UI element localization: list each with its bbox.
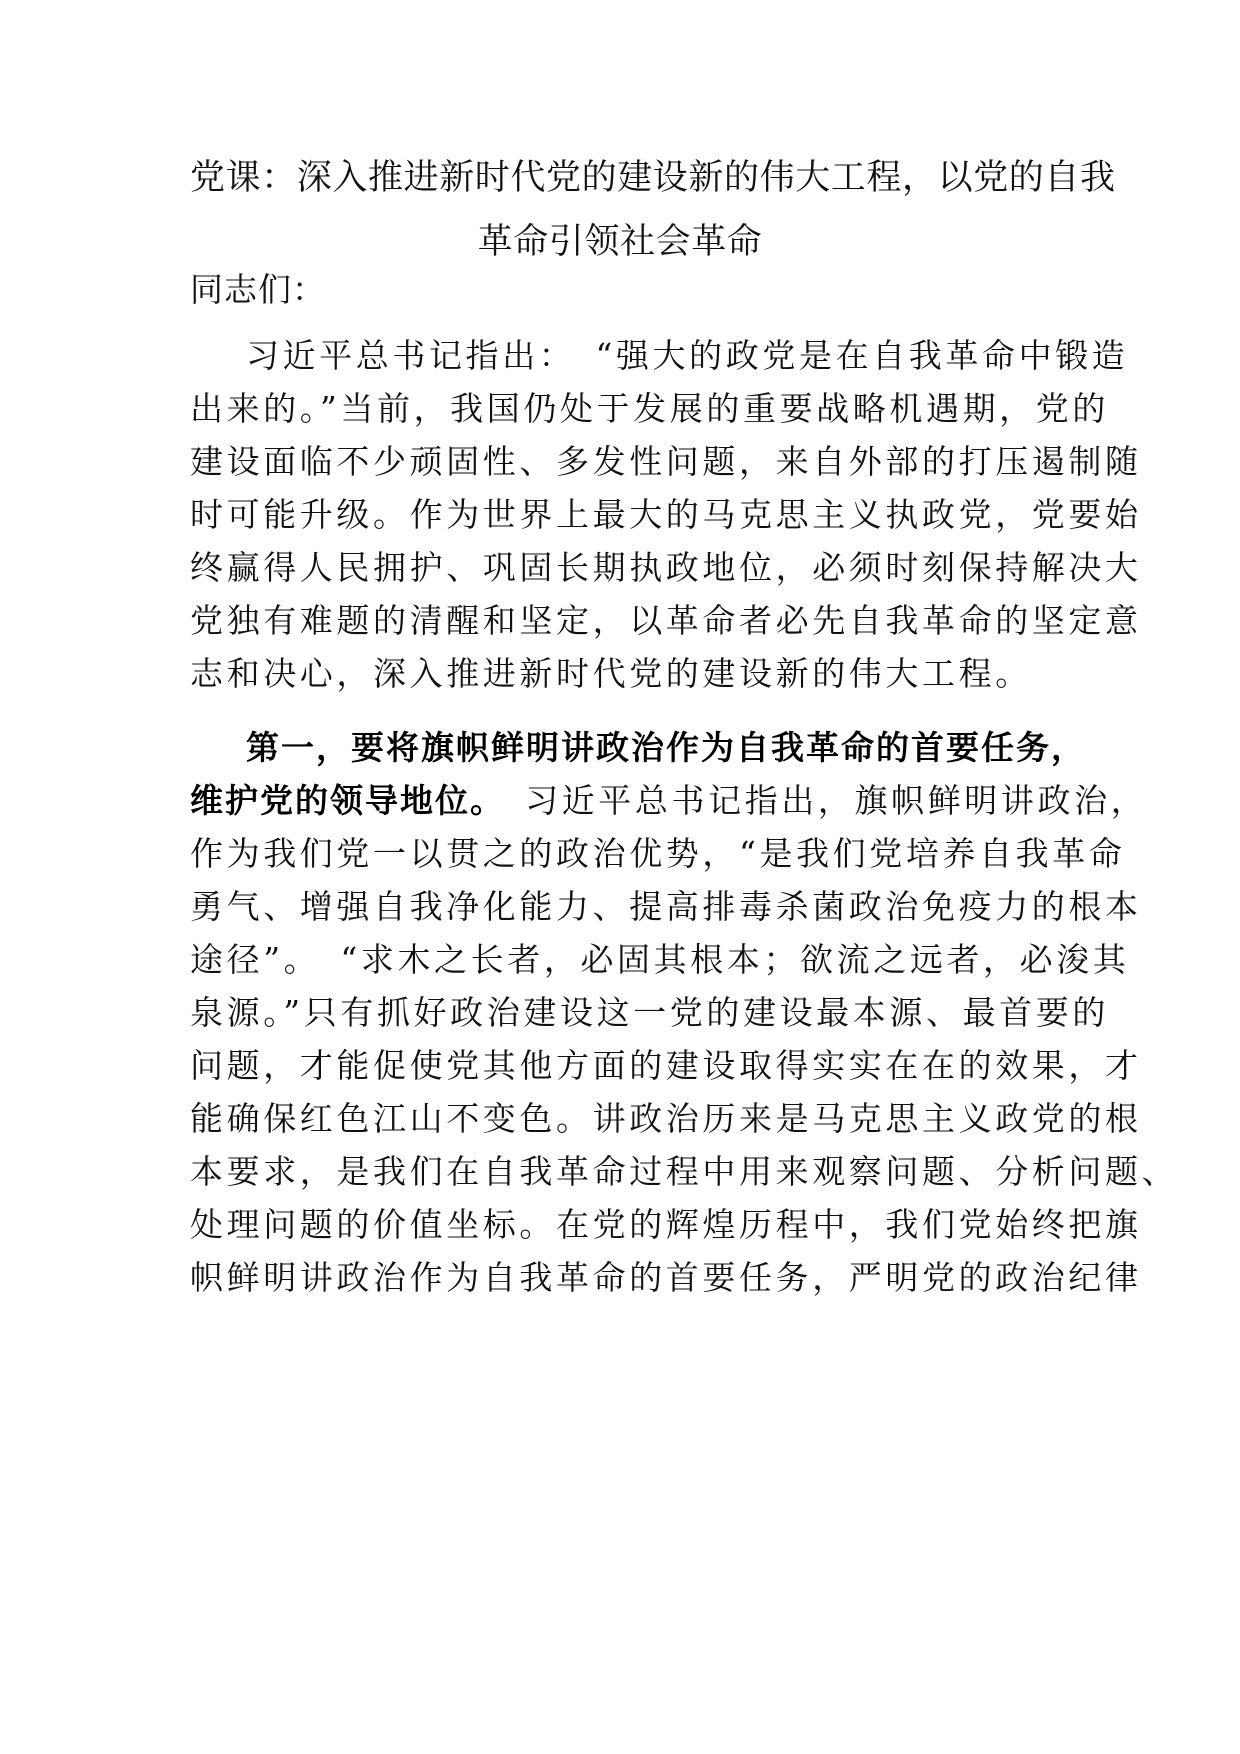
section-line: 勇气、增强自我净化能力、提高排毒杀菌政治免疫力的根本 [190,887,1142,926]
intro-line: 建设面临不少顽固性、多发性问题，来自外部的打压遏制随 [190,442,1142,481]
intro-line: 出来的。”当前，我国仍处于发展的重要战略机遇期，党的 [190,389,1109,428]
section-line: 能确保红色江山不变色。讲政治历来是马克思主义政党的根 [190,1099,1142,1138]
section-line: 途径”。 “求木之长者，必固其根本；欲流之远者，必浚其 [190,940,1130,979]
intro-line: 时可能升级。作为世界上最大的马克思主义执政党，党要始 [190,495,1142,534]
intro-line: 党独有难题的清醒和坚定，以革命者必先自我革命的坚定意 [190,601,1142,640]
document-title-line-2: 革命引领社会革命 [477,222,763,262]
section-line-2 [190,781,1148,821]
section-line: 处理问题的价值坐标。在党的辉煌历程中，我们党始终把旗 [190,1205,1142,1244]
section-line: 作为我们党一以贯之的政治优势，“是我们党培养自我革命 [190,834,1126,873]
section-heading-line-1: 第一，要将旗帜鲜明讲政治作为自我革命的首要任务， [246,728,1086,767]
greeting: 同志们： [190,270,326,309]
section-line: 泉源。”只有抓好政治建设这一党的建设最本源、最首要的 [190,993,1109,1032]
section-heading-line-2: 维护党的领导地位。 [190,781,489,820]
intro-line: 习近平总书记指出： “强大的政党是在自我革命中锻造 [246,336,1129,375]
section-line: 本要求，是我们在自我革命过程中用来观察问题、分析问题、 [190,1152,1179,1191]
section-line: 帜鲜明讲政治作为自我革命的首要任务，严明党的政治纪律 [190,1258,1142,1297]
document-title-line-1: 党课：深入推进新时代党的建设新的伟大工程，以党的自我 [190,158,1116,198]
intro-line: 终赢得人民拥护、巩固长期执政地位，必须时刻保持解决大 [190,548,1142,587]
intro-line: 志和决心，深入推进新时代党的建设新的伟大工程。 [190,654,1032,693]
section-line: 问题，才能促使党其他方面的建设取得实实在在的效果，才 [190,1046,1142,1085]
section-line-2-text: 习近平总书记指出，旗帜鲜明讲政治， [488,781,1148,820]
